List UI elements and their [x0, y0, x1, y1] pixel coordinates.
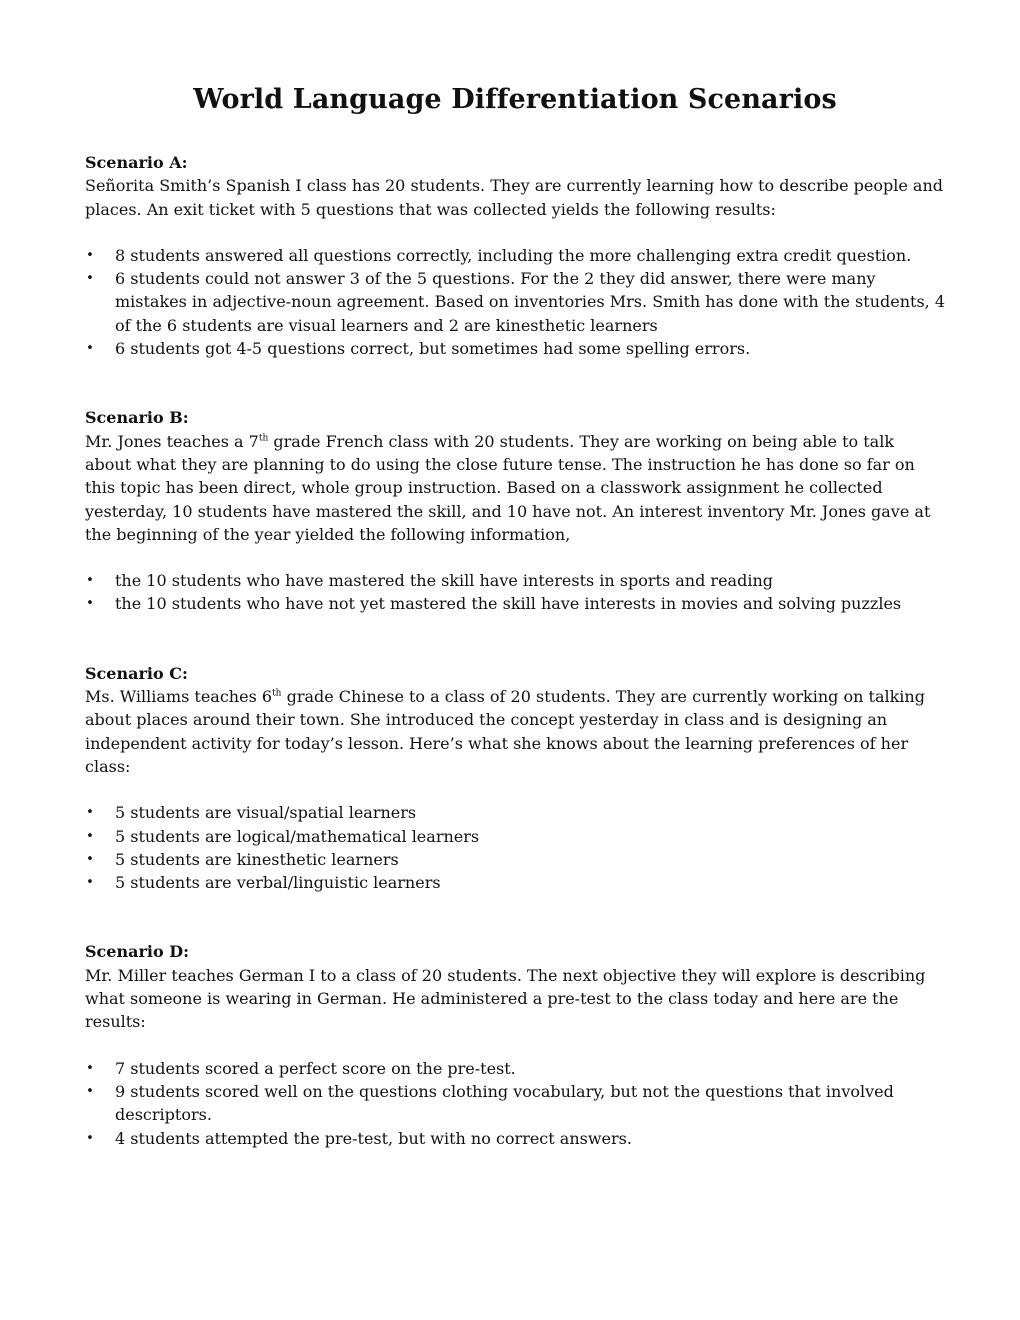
scenario-heading: Scenario C: — [85, 663, 188, 683]
scenario-description — [85, 174, 945, 221]
bullet-icon: • — [86, 1083, 94, 1099]
document-page — [85, 84, 945, 1196]
list-item — [85, 848, 945, 871]
list-item — [85, 592, 945, 615]
scenario-description-text: grade French class with 20 students. They are working on being able to talk about what they are planning to do using the close future tense. The instruction he has done so far on this topic has been direct, whole group instruction. Based on a classwork assignment he collected yesterday, 10 students have mastered the skill, and 10 have not. An interest inventory Mr. Jones gave at the beginning of the year yielded the following information, — [85, 431, 931, 544]
bullet-icon: • — [86, 1060, 94, 1076]
list-item-text: 6 students could not answer 3 of the 5 questions. For the 2 they did answer, there were many mistakes in adjective-noun agreement. Based on inventories Mrs. Smith has done with the students, 4 of the 6 students are visual learners and 2 are kinesthetic learners — [115, 269, 946, 335]
list-item-text: 5 students are kinesthetic learners — [115, 849, 399, 869]
list-item — [85, 871, 945, 894]
scenario-description-text: Mr. Miller teaches German I to a class of 20 students. The next objective they will explore is describing what someone is wearing in German. He administered a pre-test to the class today and here are the results: — [85, 965, 926, 1032]
scenario-description — [85, 430, 945, 546]
bullet-icon: • — [86, 247, 94, 263]
scenario-description — [85, 964, 945, 1034]
page-title: World Language Differentiation Scenarios — [193, 84, 837, 115]
scenario-heading: Scenario D: — [85, 942, 190, 962]
scenario-description-text: Mr. Jones teaches a 7 — [85, 431, 259, 451]
ordinal-superscript: th — [258, 433, 269, 444]
list-item — [85, 244, 945, 267]
list-item-text: the 10 students who have not yet mastered the skill have interests in movies and solving puzzles — [115, 594, 902, 614]
list-item-text: 5 students are visual/spatial learners — [115, 803, 417, 823]
bullet-icon: • — [86, 271, 94, 287]
scenario-bullet-list — [85, 244, 945, 360]
scenario-description — [85, 685, 945, 778]
ordinal-superscript: th — [272, 688, 282, 699]
scenario-heading: Scenario A: — [85, 153, 188, 172]
bullet-icon: • — [86, 805, 94, 821]
scenario-a — [85, 151, 945, 360]
list-item-text: 6 students got 4-5 questions correct, but sometimes had some spelling errors. — [115, 339, 751, 359]
list-item-text: 9 students scored well on the questions clothing vocabulary, but not the questions that involved descriptors. — [115, 1081, 894, 1125]
list-item — [85, 569, 945, 592]
scenario-description-text: Señorita Smith’s Spanish I class has 20 students. They are currently learning how to describe people and places. An exit ticket with 5 questions that was collected yields the following results: — [85, 176, 944, 219]
list-item-text: the 10 students who have mastered the skill have interests in sports and reading — [115, 571, 773, 591]
list-item — [85, 1080, 945, 1127]
scenario-bullet-list — [85, 569, 945, 616]
list-item — [85, 337, 945, 360]
scenario-c — [85, 662, 945, 895]
scenario-b — [85, 406, 945, 615]
bullet-icon: • — [86, 875, 94, 891]
bullet-icon: • — [86, 1130, 94, 1146]
scenario-bullet-list — [85, 801, 945, 894]
bullet-icon: • — [86, 851, 94, 867]
bullet-icon: • — [86, 341, 94, 357]
bullet-icon: • — [86, 828, 94, 844]
list-item-text: 5 students are logical/mathematical learners — [115, 826, 480, 846]
scenario-description-text: Ms. Williams teaches 6 — [85, 687, 273, 707]
list-item — [85, 267, 945, 337]
list-item — [85, 801, 945, 824]
bullet-icon: • — [86, 596, 94, 612]
list-item-text: 8 students answered all questions correctly, including the more challenging extra credit question. — [115, 245, 912, 265]
scenario-description-text: grade Chinese to a class of 20 students. They are currently working on talking about places around their town. She introduced the concept yesterday in class and is designing an independent activity for today’s lesson. Here’s what she knows about the learning preferences of her class: — [85, 687, 925, 776]
scenario-d — [85, 940, 945, 1149]
list-item-text: 5 students are verbal/linguistic learners — [115, 873, 441, 893]
list-item-text: 7 students scored a perfect score on the pre-test. — [115, 1058, 516, 1078]
scenario-heading: Scenario B: — [85, 408, 189, 428]
bullet-icon: • — [86, 573, 94, 589]
list-item — [85, 1057, 945, 1080]
scenario-bullet-list — [85, 1057, 945, 1150]
list-item — [85, 825, 945, 848]
list-item — [85, 1127, 945, 1150]
list-item-text: 4 students attempted the pre-test, but with no correct answers. — [115, 1128, 632, 1148]
